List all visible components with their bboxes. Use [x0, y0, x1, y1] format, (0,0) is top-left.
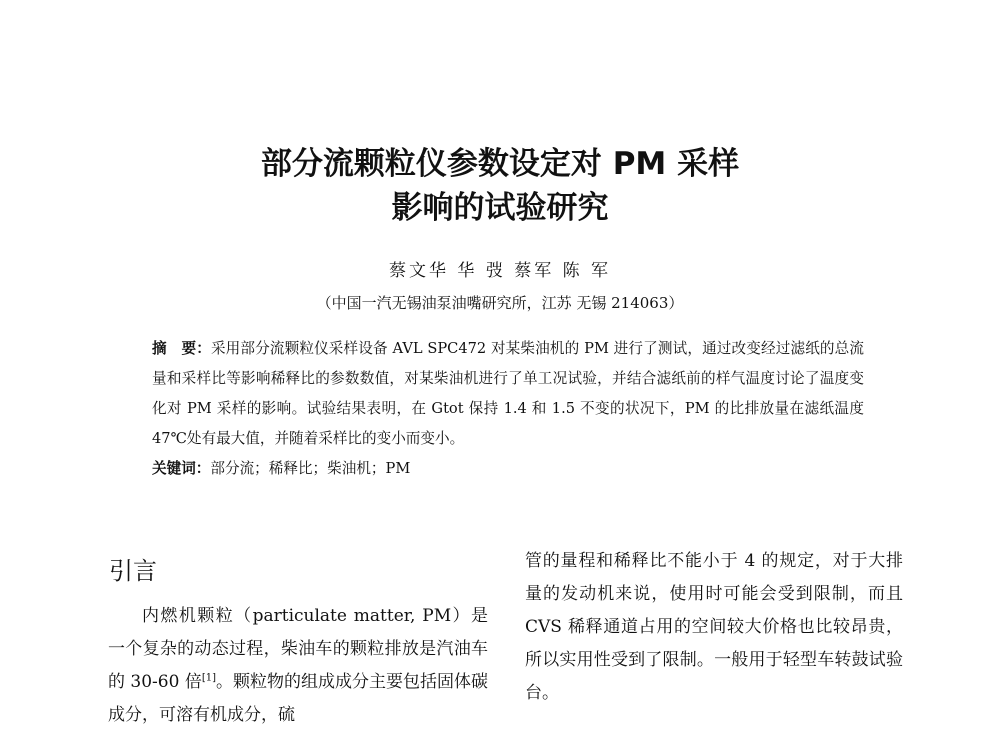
author-list: 蔡文华 华 弢 蔡军 陈 军 — [388, 261, 612, 281]
body-text-left-1: 内燃机颗粒（particulate matter, PM）是一个复杂的动态过程，柴油车的颗粒排放是汽油车的 30-60 倍 — [108, 606, 488, 692]
body-column-right: 管的量程和稀释比不能小于 4 的规定，对于大排量的发动机来说，使用时可能会受到限制，而且 CVS 稀释通道占用的空间较大价格也比较昂贵，所以实用性受到了限制。一般用于轻型车转鼓试验台。 — [525, 551, 903, 703]
paper-title-line-2: 影响的试验研究 — [391, 190, 609, 226]
section-heading-introduction: 引言 — [109, 557, 157, 585]
citation-reference: [1] — [201, 672, 216, 684]
keywords-label: 关键词： — [152, 460, 211, 477]
keywords-text: 部分流；稀释比；柴油机；PM — [210, 460, 411, 477]
keywords — [152, 454, 864, 484]
body-column-left — [108, 600, 488, 732]
abstract-text: 采用部分流颗粒仪采样设备 AVL SPC472 对某柴油机的 PM 进行了测试，通过改变经过滤纸的总流量和采样比等影响稀释比的参数数值，对某柴油机进行了单工况试验，并结合滤纸前的样气温度讨论了温度变化对 PM 采样的影响。试验结果表明，在 Gtot 保持 1.4 和 1.5 不变的状况下，PM 的比排放量在滤纸温度 47℃处有最大值，并随着采样比的变小而变小。 — [152, 340, 864, 447]
body-text-left-2: 。颗粒物的组成成分主要包括固体碳成分，可溶有机成分，硫 — [108, 672, 488, 725]
abstract — [152, 334, 864, 454]
abstract-label: 摘 要： — [152, 340, 211, 357]
paper-title-line-1: 部分流颗粒仪参数设定对 PM 采样 — [260, 146, 740, 182]
affiliation: （中国一汽无锡油泵油嘴研究所，江苏 无锡 214063） — [316, 294, 684, 312]
